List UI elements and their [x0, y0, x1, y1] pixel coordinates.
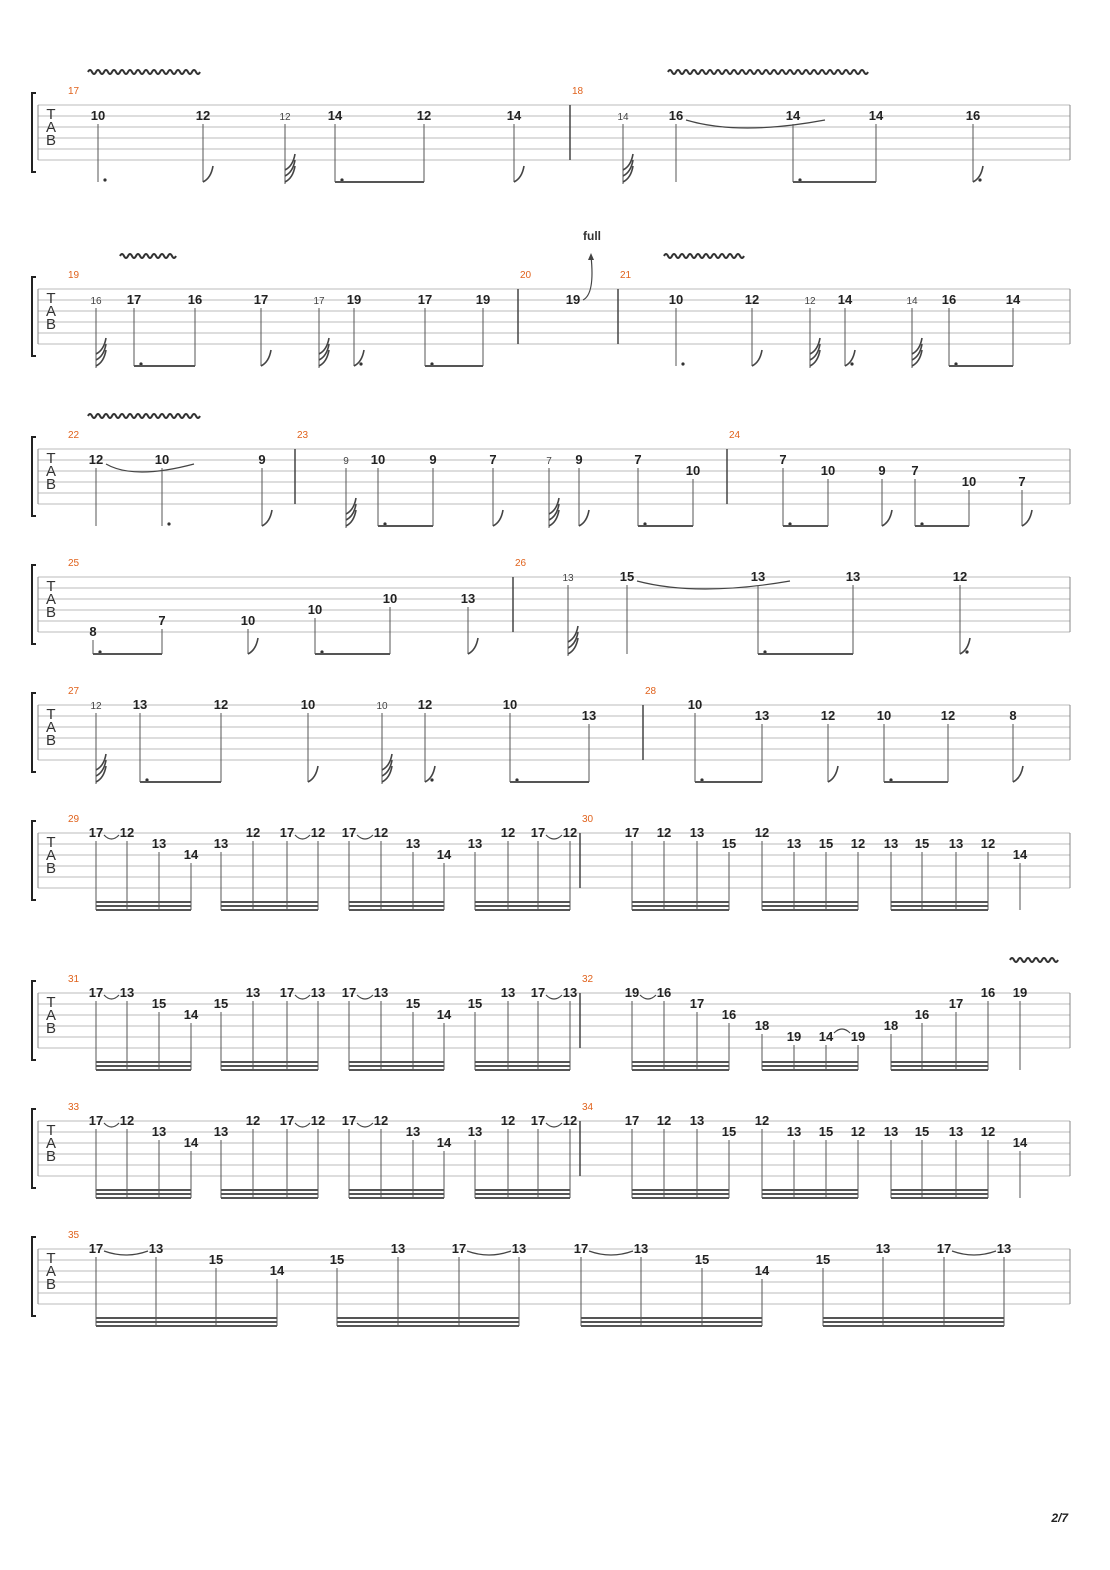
fret-number: 17	[341, 985, 357, 1000]
fret-number: 16	[965, 108, 981, 123]
tab-clef-letter: A	[45, 591, 57, 608]
grace-fret-number: 12	[90, 701, 102, 712]
bend-arrowhead	[588, 253, 594, 260]
note-flag	[882, 510, 892, 526]
measure-number: 25	[68, 558, 80, 569]
tab-clef-letter: B	[45, 316, 57, 333]
tab-clef-letter: T	[46, 578, 56, 595]
fret-number: 16	[668, 108, 684, 123]
dot-mark	[965, 650, 968, 653]
fret-number: 7	[634, 452, 642, 467]
fret-number: 15	[818, 836, 834, 851]
fret-number: 14	[183, 1135, 199, 1150]
system-bracket	[32, 821, 36, 900]
grace-fret-number: 10	[376, 701, 388, 712]
measure-number: 28	[645, 686, 657, 697]
measure-number: 27	[68, 686, 80, 697]
fret-number: 13	[500, 985, 516, 1000]
fret-number: 12	[88, 452, 104, 467]
fret-number: 12	[500, 1113, 516, 1128]
fret-number: 12	[850, 836, 866, 851]
fret-number: 17	[88, 825, 104, 840]
fret-number: 17	[88, 985, 104, 1000]
vibrato-mark	[664, 254, 744, 258]
fret-number: 7	[489, 452, 497, 467]
fret-number: 13	[460, 591, 476, 606]
fret-number: 12	[562, 825, 578, 840]
tab-clef-letter: T	[46, 994, 56, 1011]
fret-number: 9	[878, 463, 886, 478]
measure-number: 20	[520, 270, 532, 281]
fret-number: 17	[417, 292, 433, 307]
fret-number: 14	[436, 1007, 452, 1022]
grace-fret-number: 12	[279, 112, 291, 123]
note-flag	[752, 350, 762, 366]
pull-off-arc	[546, 835, 562, 839]
tab-clef-letter: B	[45, 604, 57, 621]
fret-number: 17	[341, 1113, 357, 1128]
fret-number: 13	[786, 1124, 802, 1139]
fret-number: 17	[253, 292, 269, 307]
fret-number: 13	[310, 985, 326, 1000]
fret-number: 10	[961, 474, 977, 489]
measure-number: 35	[68, 1230, 80, 1241]
fret-number: 15	[329, 1252, 345, 1267]
fret-number: 12	[754, 1113, 770, 1128]
pull-off-arc	[467, 1251, 511, 1255]
fret-number: 12	[310, 825, 326, 840]
fret-number: 13	[754, 708, 770, 723]
fret-number: 13	[405, 1124, 421, 1139]
fret-number: 19	[346, 292, 362, 307]
fret-number: 19	[850, 1029, 866, 1044]
tab-system	[32, 229, 1070, 368]
fret-number: 16	[914, 1007, 930, 1022]
system-bracket	[32, 93, 36, 172]
measure-number: 24	[729, 430, 741, 441]
fret-number: 15	[405, 996, 421, 1011]
fret-number: 14	[436, 1135, 452, 1150]
tab-clef-letter: T	[46, 1250, 56, 1267]
fret-number: 12	[213, 697, 229, 712]
note-flag	[262, 510, 272, 526]
fret-number: 12	[119, 825, 135, 840]
fret-number: 13	[581, 708, 597, 723]
dot-mark	[103, 178, 106, 181]
fret-number: 19	[786, 1029, 802, 1044]
fret-number: 13	[245, 985, 261, 1000]
fret-number: 13	[948, 836, 964, 851]
fret-number: 16	[656, 985, 672, 1000]
fret-number: 19	[624, 985, 640, 1000]
measure-number: 33	[68, 1102, 80, 1113]
tab-clef-letter: B	[45, 476, 57, 493]
fret-number: 12	[754, 825, 770, 840]
fret-number: 19	[475, 292, 491, 307]
tab-system	[32, 1230, 1070, 1326]
fret-number: 13	[213, 1124, 229, 1139]
measure-number: 21	[620, 270, 632, 281]
fret-number: 19	[1012, 985, 1028, 1000]
tab-system	[32, 414, 1070, 528]
fret-number: 15	[208, 1252, 224, 1267]
fret-number: 19	[565, 292, 581, 307]
fret-number: 17	[279, 1113, 295, 1128]
grace-fret-number: 13	[562, 573, 574, 584]
fret-number: 10	[876, 708, 892, 723]
fret-number: 15	[467, 996, 483, 1011]
fret-number: 13	[373, 985, 389, 1000]
note-flag	[1022, 510, 1032, 526]
fret-number: 13	[883, 1124, 899, 1139]
fret-number: 18	[883, 1018, 899, 1033]
fret-number: 13	[151, 1124, 167, 1139]
grace-fret-number: 16	[90, 296, 102, 307]
tab-clef-letter: T	[46, 450, 56, 467]
fret-number: 12	[980, 836, 996, 851]
fret-number: 17	[88, 1113, 104, 1128]
fret-number: 17	[573, 1241, 589, 1256]
fret-number: 10	[668, 292, 684, 307]
fret-number: 9	[575, 452, 583, 467]
fret-number: 17	[530, 985, 546, 1000]
fret-number: 12	[656, 825, 672, 840]
note-flag	[203, 166, 213, 182]
vibrato-mark	[88, 70, 200, 74]
fret-number: 10	[685, 463, 701, 478]
dot-mark	[167, 522, 170, 525]
note-flag	[579, 510, 589, 526]
tab-clef-letter: T	[46, 834, 56, 851]
tab-system	[32, 70, 1070, 184]
fret-number: 13	[948, 1124, 964, 1139]
fret-number: 13	[562, 985, 578, 1000]
fret-number: 12	[850, 1124, 866, 1139]
fret-number: 17	[126, 292, 142, 307]
fret-number: 12	[310, 1113, 326, 1128]
fret-number: 13	[390, 1241, 406, 1256]
fret-number: 12	[820, 708, 836, 723]
vibrato-mark	[88, 414, 200, 418]
note-flag	[514, 166, 524, 182]
fret-number: 9	[258, 452, 266, 467]
fret-number: 14	[327, 108, 343, 123]
pull-off-arc	[952, 1251, 996, 1255]
pull-off-arc	[546, 1123, 562, 1127]
fret-number: 7	[1018, 474, 1026, 489]
fret-number: 15	[914, 1124, 930, 1139]
fret-number: 14	[1012, 1135, 1028, 1150]
fret-number: 12	[952, 569, 968, 584]
tab-system	[32, 558, 1070, 656]
fret-number: 14	[1005, 292, 1021, 307]
tab-clef-letter: B	[45, 1276, 57, 1293]
fret-number: 14	[754, 1263, 770, 1278]
fret-number: 12	[195, 108, 211, 123]
fret-number: 7	[911, 463, 919, 478]
fret-number: 12	[980, 1124, 996, 1139]
fret-number: 14	[1012, 847, 1028, 862]
note-flag	[828, 766, 838, 782]
pull-off-arc	[640, 995, 656, 999]
systems-layer	[32, 70, 1070, 1326]
note-flag	[468, 638, 478, 654]
fret-number: 17	[341, 825, 357, 840]
system-bracket	[32, 981, 36, 1060]
fret-number: 17	[624, 825, 640, 840]
fret-number: 18	[754, 1018, 770, 1033]
fret-number: 13	[132, 697, 148, 712]
tab-clef-letter: B	[45, 732, 57, 749]
pull-off-arc	[104, 1123, 119, 1127]
tab-clef-letter: A	[45, 1135, 57, 1152]
grace-fret-number: 7	[546, 456, 552, 467]
note-flag	[308, 766, 318, 782]
fret-number: 14	[868, 108, 884, 123]
dot-mark	[430, 778, 433, 781]
fret-number: 14	[183, 1007, 199, 1022]
grace-fret-number: 14	[617, 112, 629, 123]
fret-number: 13	[405, 836, 421, 851]
fret-number: 15	[151, 996, 167, 1011]
dot-mark	[978, 178, 981, 181]
fret-number: 17	[451, 1241, 467, 1256]
fret-number: 15	[619, 569, 635, 584]
measure-number: 34	[582, 1102, 594, 1113]
fret-number: 17	[936, 1241, 952, 1256]
tab-clef-letter: A	[45, 1263, 57, 1280]
tab-clef-letter: B	[45, 1020, 57, 1037]
grace-fret-number: 17	[313, 296, 325, 307]
fret-number: 7	[779, 452, 787, 467]
fret-number: 14	[785, 108, 801, 123]
pull-off-arc	[589, 1251, 633, 1255]
note-flag	[493, 510, 503, 526]
fret-number: 17	[530, 1113, 546, 1128]
fret-number: 16	[941, 292, 957, 307]
fret-number: 12	[373, 1113, 389, 1128]
fret-number: 12	[417, 697, 433, 712]
tab-system	[32, 958, 1070, 1070]
pull-off-arc	[295, 1123, 310, 1127]
fret-number: 10	[307, 602, 323, 617]
pull-off-arc	[295, 995, 310, 999]
tab-clef-letter: B	[45, 1148, 57, 1165]
fret-number: 12	[373, 825, 389, 840]
note-flag	[261, 350, 271, 366]
system-bracket	[32, 1109, 36, 1188]
measure-number: 26	[515, 558, 527, 569]
note-flag	[248, 638, 258, 654]
fret-number: 13	[151, 836, 167, 851]
fret-number: 15	[213, 996, 229, 1011]
fret-number: 17	[689, 996, 705, 1011]
measure-number: 29	[68, 814, 80, 825]
fret-number: 17	[948, 996, 964, 1011]
grace-fret-number: 14	[906, 296, 918, 307]
fret-number: 13	[148, 1241, 164, 1256]
fret-number: 14	[269, 1263, 285, 1278]
tab-clef-letter: T	[46, 106, 56, 123]
fret-number: 14	[837, 292, 853, 307]
fret-number: 13	[467, 836, 483, 851]
measure-number: 30	[582, 814, 594, 825]
tab-clef-letter: B	[45, 132, 57, 149]
dot-mark	[681, 362, 684, 365]
fret-number: 10	[300, 697, 316, 712]
fret-number: 12	[940, 708, 956, 723]
system-bracket	[32, 437, 36, 516]
fret-number: 16	[187, 292, 203, 307]
fret-number: 14	[436, 847, 452, 862]
tab-clef-letter: T	[46, 706, 56, 723]
pull-off-arc	[357, 835, 373, 839]
pull-off-arc	[295, 835, 310, 839]
fret-number: 15	[694, 1252, 710, 1267]
fret-number: 7	[158, 613, 166, 628]
measure-number: 19	[68, 270, 80, 281]
fret-number: 16	[980, 985, 996, 1000]
fret-number: 15	[721, 1124, 737, 1139]
fret-number: 15	[914, 836, 930, 851]
tab-clef-letter: A	[45, 303, 57, 320]
fret-number: 13	[511, 1241, 527, 1256]
fret-number: 10	[370, 452, 386, 467]
fret-number: 13	[119, 985, 135, 1000]
dot-mark	[359, 362, 362, 365]
tab-system	[32, 686, 1070, 784]
fret-number: 12	[245, 1113, 261, 1128]
grace-fret-number: 9	[343, 456, 349, 467]
measure-number: 23	[297, 430, 309, 441]
pull-off-arc	[357, 1123, 373, 1127]
fret-number: 14	[183, 847, 199, 862]
measure-number: 17	[68, 86, 80, 97]
fret-number: 12	[416, 108, 432, 123]
tab-clef-letter: T	[46, 1122, 56, 1139]
vibrato-mark	[1010, 958, 1058, 962]
vibrato-mark	[668, 70, 868, 74]
system-bracket	[32, 277, 36, 356]
fret-number: 13	[213, 836, 229, 851]
fret-number: 14	[818, 1029, 834, 1044]
bend-label: full	[583, 229, 601, 243]
measure-number: 18	[572, 86, 584, 97]
fret-number: 13	[883, 836, 899, 851]
tab-clef-letter: A	[45, 463, 57, 480]
system-bracket	[32, 693, 36, 772]
pull-off-arc	[357, 995, 373, 999]
fret-number: 8	[1009, 708, 1017, 723]
measure-number: 32	[582, 974, 594, 985]
fret-number: 10	[240, 613, 256, 628]
fret-number: 17	[624, 1113, 640, 1128]
fret-number: 10	[154, 452, 170, 467]
fret-number: 13	[689, 825, 705, 840]
grace-fret-number: 12	[804, 296, 816, 307]
fret-number: 13	[467, 1124, 483, 1139]
fret-number: 9	[429, 452, 437, 467]
tab-clef-letter: T	[46, 290, 56, 307]
measure-number: 31	[68, 974, 80, 985]
system-bracket	[32, 1237, 36, 1316]
dot-mark	[850, 362, 853, 365]
vibrato-mark	[120, 254, 176, 258]
fret-number: 12	[656, 1113, 672, 1128]
fret-number: 12	[562, 1113, 578, 1128]
fret-number: 15	[815, 1252, 831, 1267]
pull-off-arc	[104, 995, 119, 999]
fret-number: 15	[721, 836, 737, 851]
fret-number: 10	[90, 108, 106, 123]
tab-system	[32, 814, 1070, 910]
fret-number: 12	[500, 825, 516, 840]
system-bracket	[32, 565, 36, 644]
hammer-on-arc	[834, 1029, 850, 1033]
page-number: 2/7	[1051, 1511, 1068, 1525]
tab-clef-letter: A	[45, 119, 57, 136]
fret-number: 13	[689, 1113, 705, 1128]
note-flag	[1013, 766, 1023, 782]
fret-number: 17	[279, 825, 295, 840]
fret-number: 17	[279, 985, 295, 1000]
fret-number: 10	[382, 591, 398, 606]
fret-number: 12	[119, 1113, 135, 1128]
fret-number: 17	[530, 825, 546, 840]
fret-number: 10	[687, 697, 703, 712]
fret-number: 13	[633, 1241, 649, 1256]
pull-off-arc	[546, 995, 562, 999]
fret-number: 10	[820, 463, 836, 478]
fret-number: 12	[744, 292, 760, 307]
pull-off-arc	[104, 1251, 148, 1255]
fret-number: 13	[845, 569, 861, 584]
fret-number: 8	[89, 624, 97, 639]
tab-system	[32, 1102, 1070, 1198]
pull-off-arc	[104, 835, 119, 839]
tab-clef-letter: B	[45, 860, 57, 877]
tab-clef-letter: A	[45, 1007, 57, 1024]
fret-number: 12	[245, 825, 261, 840]
fret-number: 10	[502, 697, 518, 712]
measure-number: 22	[68, 430, 80, 441]
fret-number: 15	[818, 1124, 834, 1139]
fret-number: 17	[88, 1241, 104, 1256]
fret-number: 14	[506, 108, 522, 123]
fret-number: 13	[996, 1241, 1012, 1256]
fret-number: 13	[875, 1241, 891, 1256]
bend-arrow	[583, 256, 592, 300]
tab-clef-letter: A	[45, 847, 57, 864]
fret-number: 16	[721, 1007, 737, 1022]
fret-number: 13	[750, 569, 766, 584]
tab-clef-letter: A	[45, 719, 57, 736]
fret-number: 13	[786, 836, 802, 851]
